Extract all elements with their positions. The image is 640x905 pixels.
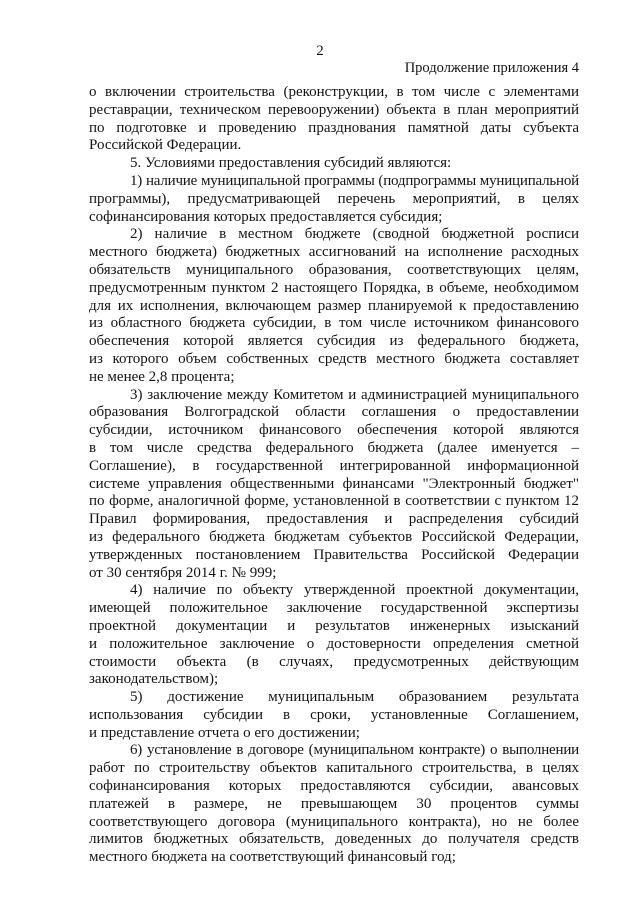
text-line: в том числе средства федерального бюджета (далее именуется – bbox=[89, 439, 579, 456]
text-line: проектной документации и результатов инженерных изысканий bbox=[89, 617, 579, 634]
text-line: по форме, аналогичной форме, установленной в соответствии с пунктом 12 bbox=[89, 493, 579, 510]
text-line: платежей в размере, не превышающем 30 процентов суммы bbox=[89, 795, 579, 812]
text-line: и представление отчета о его достижении; bbox=[89, 724, 360, 741]
text-line: программы), предусматривающей перечень мероприятий, в целях bbox=[89, 190, 579, 207]
text-line: 4) наличие по объекту утвержденной проектной документации, bbox=[130, 582, 579, 599]
text-line: от 30 сентября 2014 г. № 999; bbox=[89, 564, 277, 581]
text-line: реставрации, техническом перевооружении) объекта в план мероприятий bbox=[89, 101, 579, 118]
text-line: утвержденных постановлением Правительства Российской Федерации bbox=[89, 546, 579, 563]
text-line: из областного бюджета субсидии, в том числе источником финансового bbox=[89, 315, 579, 332]
text-line: обязательств муниципального образования, соответствующих целям, bbox=[89, 261, 579, 278]
text-line: для их исполнения, включающем размер планируемой к предоставлению bbox=[89, 297, 579, 314]
text-line: использования субсидии в сроки, установленные Соглашением, bbox=[89, 706, 579, 723]
text-line: софинансирования которых предоставляется субсидия; bbox=[89, 208, 443, 225]
text-line: образования Волгоградской области соглашения о предоставлении bbox=[89, 404, 579, 421]
text-line: местного бюджета на соответствующий финансовый год; bbox=[89, 849, 456, 866]
text-line: Правил формирования, предоставления и распределения субсидий bbox=[89, 511, 579, 528]
text-line: 6) установление в договоре (муниципальном контракте) о выполнении bbox=[130, 742, 579, 759]
text-line: системе управления общественными финансами "Электронный бюджет" bbox=[89, 475, 579, 492]
text-line: не менее 2,8 процента; bbox=[89, 368, 235, 385]
text-line: из которого объем собственных средств местного бюджета составляет bbox=[89, 350, 579, 367]
page-number: 2 bbox=[316, 43, 324, 59]
appendix-continuation-label: Продолжение приложения 4 bbox=[404, 60, 579, 76]
text-line: Соглашение), в государственной интегрированной информационной bbox=[89, 457, 579, 474]
text-line: 3) заключение между Комитетом и администрацией муниципального bbox=[130, 386, 579, 403]
text-line: местного бюджета) бюджетных ассигнований на исполнение расходных bbox=[89, 244, 579, 261]
text-line: имеющей положительное заключение государственной экспертизы bbox=[89, 600, 579, 617]
text-line: 5. Условиями предоставления субсидий являются: bbox=[130, 155, 452, 172]
text-line: Российской Федерации. bbox=[89, 137, 242, 154]
text-line: о включении строительства (реконструкции, в том числе с элементами bbox=[89, 84, 579, 100]
text-line: по подготовке и проведению празднования памятной даты субъекта bbox=[89, 119, 579, 136]
text-line: 5) достижение муниципальным образованием результата bbox=[130, 689, 579, 706]
text-line: стоимости объекта (в случаях, предусмотренных действующим bbox=[89, 653, 579, 670]
text-line: предусмотренным пунктом 2 настоящего Порядка, в объеме, необходимом bbox=[89, 279, 579, 296]
document-body bbox=[89, 84, 579, 867]
text-line: субсидии, источником финансового обеспечения которой являются bbox=[89, 422, 579, 439]
text-line: соответствующего договора (муниципального контракта), но не более bbox=[89, 813, 579, 830]
text-line: из федерального бюджета бюджетам субъектов Российской Федерации, bbox=[89, 528, 579, 545]
text-line: обеспечения которой является субсидия из федерального бюджета, bbox=[89, 333, 579, 350]
text-line: работ по строительству объектов капитального строительства, в целях bbox=[89, 760, 579, 777]
text-line: законодательством); bbox=[89, 671, 219, 688]
text-line: и положительное заключение о достоверности определения сметной bbox=[89, 635, 579, 652]
text-line: лимитов бюджетных обязательств, доведенных до получателя средств bbox=[89, 831, 579, 848]
text-line: 2) наличие в местном бюджете (сводной бюджетной росписи bbox=[130, 226, 579, 243]
text-line: 1) наличие муниципальной программы (подпрограммы муниципальной bbox=[130, 172, 579, 189]
text-line: софинансирования которых предоставляются субсидии, авансовых bbox=[89, 778, 579, 795]
